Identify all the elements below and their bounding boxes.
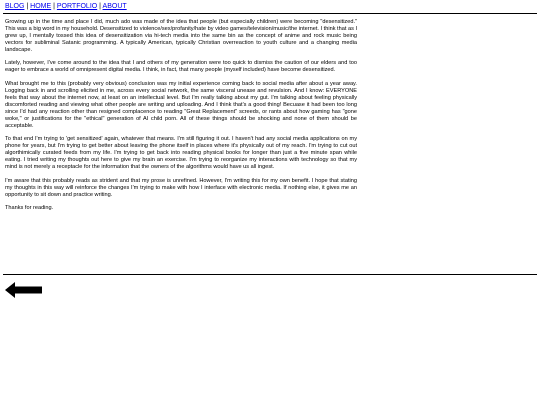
footer-divider: [3, 274, 537, 275]
nav-link-portfolio[interactable]: PORTFOLIO: [56, 3, 98, 10]
top-nav: [5, 2, 127, 11]
left-arrow-icon: [5, 281, 43, 299]
article-paragraph: I'm aware that this probably reads as strident and that my prose is unrefined. However, I'm writing this for my own benefit. I hope that stating my thoughts in this way will reinforce the changes I'm trying to make with how I interface with electronic media. If nothing else, it gives me an opportunity to sit down and practice writing.: [5, 177, 357, 198]
nav-separator: |: [24, 3, 31, 10]
article-paragraph: Thanks for reading.: [5, 205, 54, 212]
article-body: [5, 19, 357, 219]
article-paragraph: What brought me to this (probably very obvious) conclusion was my initial experience coming back to social media after about a year away. Logging back in and scrolling elicited in me, across every social network, the same visceral unease and revulsion. And I know: EVERYONE feels that way about the internet now, at least on an intellectual level. But I'm really talking about my gut. I'm talking about feeling physically discomforted reading and viewing what other people are writing and uploading. And I think that's a good thing! Becuase it had been too long since I'd had any reaction other than resigned complacence to reading "Great Replacement" screeds, or rants about how gaming has "gone woke," or justifications for the "ethical" generation of AI child porn. All of these things should be shocking and none of them should be acceptable.: [5, 81, 357, 129]
header-divider: [3, 13, 537, 14]
back-button[interactable]: [5, 281, 43, 299]
nav-separator: |: [51, 3, 57, 10]
nav-link-home[interactable]: HOME: [30, 3, 52, 10]
article-paragraph: To that end I'm trying to 'get sensitized' again, whatever that means. I'm still figuring it out. I haven't had any social media applications on my phone for years, but I'm trying to get better about leaving the phone itself in places where it's physically out of my reach. I'm trying to cut out algorthimically curated feeds from my life. I'm trying to get back into reading physical books for longer than just a five minute span while eating. I tried writing my thoughts out here to give my brain an exercise. I'm trying to reorganize my interactions with technology so that my mind is not merely a receptacle for the information that the owners of the algorithms would have us all ingest.: [5, 136, 357, 170]
nav-link-blog[interactable]: BLOG: [5, 3, 25, 10]
article-paragraph: Growing up in the time and place I did, much ado was made of the idea that people (but especially children) were becoming "desensitized." This was a big word in my household. Desensitized to violence/sex/profanity/hate by video games/television/music/the internet. I think that as I grew up, I mentally tossed this idea of desensitization via hi-tech media into the same bin as the concept of anime and rock music being vectors for subliminal Satanic programming. A typically American, typically Christian overreaction to youth culture and a changing media landscape.: [5, 19, 357, 53]
article-paragraph: Lately, however, I've come around to the idea that I and others of my generation were too quick to dismiss the caution of our elders and too eager to embrace a world of omnipresent digital media. I think, in fact, that many people (myself included) have become desensitized.: [5, 60, 357, 74]
nav-link-about[interactable]: ABOUT: [102, 3, 127, 10]
nav-separator: |: [97, 3, 103, 10]
